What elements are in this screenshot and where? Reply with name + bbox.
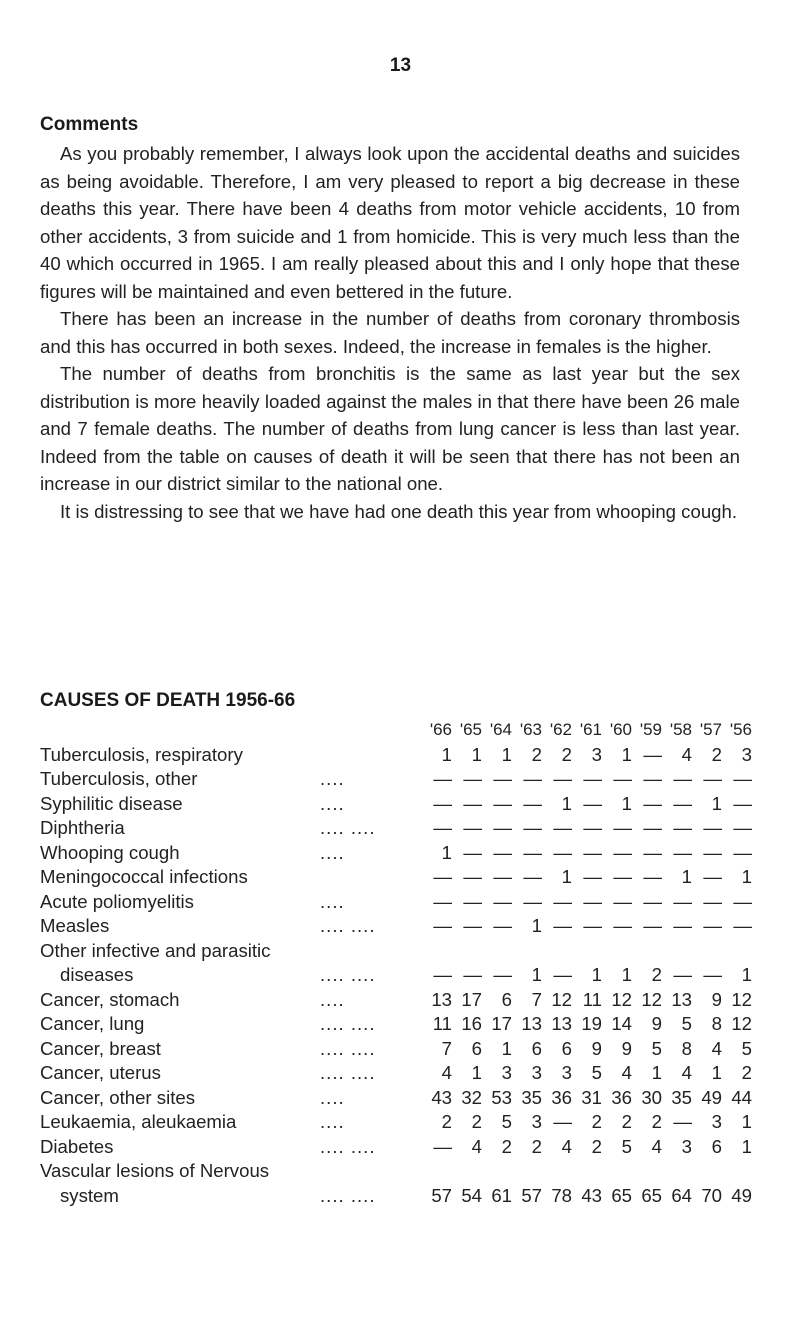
value-cell: 14 [611, 1013, 632, 1034]
value-cell: 2 [591, 1135, 602, 1157]
value-cell: 4 [471, 1135, 482, 1157]
value-cell: — [493, 792, 512, 814]
value-cell: 5 [501, 1111, 512, 1132]
value-cell: — [733, 841, 752, 863]
value-cell: — [553, 915, 572, 936]
value-cell [662, 939, 692, 964]
value-cell: — [583, 817, 602, 838]
value-cell: — [463, 890, 482, 912]
value-cell: 17 [461, 988, 482, 1010]
table-row [40, 767, 752, 792]
value-cell [632, 939, 662, 964]
value-cell: 30 [641, 1086, 662, 1108]
value-cell: — [493, 890, 512, 912]
table-row [40, 792, 752, 817]
value-cell: — [523, 817, 542, 838]
value-cell: — [583, 915, 602, 936]
cause-label: Meningococcal infections [40, 866, 248, 887]
value-cell: 1 [621, 792, 632, 814]
cause-label: Whooping cough [40, 841, 180, 863]
table-row [40, 1135, 752, 1160]
value-cell: 35 [671, 1086, 692, 1108]
value-cell: — [523, 866, 542, 887]
value-cell [512, 1159, 542, 1184]
value-cell: 35 [521, 1086, 542, 1108]
value-cell [662, 1159, 692, 1184]
value-cell: 12 [551, 988, 572, 1010]
year-header: '60 [609, 720, 632, 739]
value-cell: — [523, 841, 542, 863]
value-cell: — [643, 768, 662, 789]
value-cell: — [553, 817, 572, 838]
cause-label: Measles [40, 915, 110, 936]
value-cell: 9 [651, 1013, 662, 1034]
table-row [40, 841, 752, 866]
table-row [40, 1037, 752, 1062]
value-cell: 1 [621, 743, 632, 765]
value-cell: 3 [741, 743, 752, 765]
value-cell: — [733, 915, 752, 936]
value-cell [632, 1159, 662, 1184]
value-cell: 49 [701, 1086, 722, 1108]
value-cell: — [673, 817, 692, 838]
value-cell: 1 [741, 866, 752, 887]
value-cell: 78 [551, 1184, 572, 1206]
value-cell: 13 [431, 988, 452, 1010]
value-cell: 13 [551, 1013, 572, 1034]
value-cell: 3 [561, 1062, 572, 1083]
header-dots-spacer [320, 718, 422, 743]
comments-heading: Comments [40, 114, 139, 135]
value-cell: 16 [461, 1013, 482, 1034]
value-cell: 43 [431, 1086, 452, 1108]
value-cell: — [613, 817, 632, 838]
value-cell: 2 [591, 1111, 602, 1132]
value-cell: 3 [681, 1135, 692, 1157]
value-cell: 13 [671, 988, 692, 1010]
cause-label: Diphtheria [40, 817, 125, 838]
value-cell: — [703, 890, 722, 912]
value-cell: 4 [711, 1037, 722, 1059]
causes-of-death-table [40, 718, 752, 1208]
value-cell: — [433, 915, 452, 936]
comments-paragraph-1: As you probably remember, I always look upon the accidental deaths and suicides as being avoidable. Therefore, I am very pleased to report a big decrease in these deaths this year. There have been 4 deaths from motor vehicle accidents, 10 from other accidents, 3 from suicide and 1 from homicide. This is very much less than the 40 which occurred in 1965. I am really pleased about this and I only hope that these figures will be maintained and even bettered in the future. [40, 143, 740, 302]
comments-paragraph-3: The number of deaths from bronchitis is the same as last year but the sex distribution is more heavily loaded against the males in that there have been 26 male and 7 female deaths. The number of deaths from lung cancer is less than last year. Indeed from the table on causes of death it will be seen that there has not been an increase in our district similar to the national one. [40, 363, 740, 494]
value-cell [542, 1159, 572, 1184]
value-cell: — [523, 890, 542, 912]
value-cell: 44 [731, 1086, 752, 1108]
table-row [40, 1061, 752, 1086]
value-cell: — [673, 964, 692, 985]
value-cell: — [703, 915, 722, 936]
value-cell: 3 [531, 1062, 542, 1083]
value-cell: 12 [731, 988, 752, 1010]
table-row [40, 865, 752, 890]
value-cell: 1 [711, 792, 722, 814]
dot-leader: .... .... [320, 1135, 376, 1157]
value-cell: 8 [711, 1013, 722, 1034]
table-row [40, 890, 752, 915]
value-cell [512, 939, 542, 964]
year-header: '62 [549, 720, 572, 739]
value-cell: 1 [711, 1062, 722, 1083]
table-row [40, 1086, 752, 1111]
value-cell: — [433, 1135, 452, 1157]
value-cell [422, 1159, 452, 1184]
value-cell: — [613, 915, 632, 936]
value-cell: 1 [741, 1111, 752, 1132]
value-cell: 1 [471, 1062, 482, 1083]
year-header: '65 [459, 720, 482, 739]
value-cell: 1 [741, 1135, 752, 1157]
value-cell: 65 [611, 1184, 632, 1206]
dot-leader: .... [320, 768, 345, 789]
table-row [40, 988, 752, 1013]
value-cell: 12 [731, 1013, 752, 1034]
table-row [40, 939, 752, 964]
value-cell: 8 [681, 1037, 692, 1059]
value-cell [602, 939, 632, 964]
value-cell [422, 939, 452, 964]
value-cell: 9 [621, 1037, 632, 1059]
value-cell: 32 [461, 1086, 482, 1108]
value-cell: — [703, 768, 722, 789]
value-cell [602, 1159, 632, 1184]
value-cell: 6 [531, 1037, 542, 1059]
dot-leader [320, 865, 422, 890]
value-cell: — [493, 964, 512, 985]
value-cell: 2 [651, 964, 662, 985]
value-cell: — [613, 890, 632, 912]
table-row [40, 816, 752, 841]
value-cell: — [553, 1111, 572, 1132]
value-cell: — [643, 866, 662, 887]
dot-leader: .... .... [320, 1062, 376, 1083]
dot-leader: .... [320, 988, 345, 1010]
comments-paragraph-4: It is distressing to see that we have had one death this year from whooping cough. [60, 500, 738, 522]
value-cell: 1 [591, 964, 602, 985]
value-cell: 2 [651, 1111, 662, 1132]
value-cell: — [433, 866, 452, 887]
value-cell: 1 [561, 792, 572, 814]
value-cell: — [643, 915, 662, 936]
value-cell: 17 [491, 1013, 512, 1034]
value-cell: — [583, 792, 602, 814]
value-cell: — [673, 890, 692, 912]
value-cell: 2 [741, 1062, 752, 1083]
cause-label: Tuberculosis, respiratory [40, 743, 243, 765]
page-number: 13 [389, 55, 412, 76]
year-header: '64 [489, 720, 512, 739]
value-cell: — [583, 866, 602, 887]
value-cell: 12 [611, 988, 632, 1010]
value-cell: — [733, 792, 752, 814]
table-row [40, 963, 752, 988]
dot-leader: .... .... [320, 1184, 376, 1206]
table-row [40, 1184, 752, 1209]
value-cell: 5 [651, 1037, 662, 1059]
table-title: CAUSES OF DEATH 1956-66 [40, 690, 296, 711]
value-cell: 4 [561, 1135, 572, 1157]
table-row [40, 914, 752, 939]
value-cell: — [553, 768, 572, 789]
value-cell: 6 [711, 1135, 722, 1157]
value-cell: — [463, 817, 482, 838]
value-cell [452, 1159, 482, 1184]
value-cell: 1 [441, 841, 452, 863]
value-cell: — [643, 817, 662, 838]
value-cell: 1 [501, 743, 512, 765]
value-cell: 36 [551, 1086, 572, 1108]
dot-leader: .... [320, 1086, 345, 1108]
value-cell: — [613, 841, 632, 863]
value-cell: 61 [491, 1184, 512, 1206]
comments-paragraph-2: There has been an increase in the number of deaths from coronary thrombosis and this has occurred in both sexes. Indeed, the increase in females is the higher. [40, 308, 740, 357]
table-row [40, 1110, 752, 1135]
value-cell: 2 [471, 1111, 482, 1132]
year-header: '58 [669, 720, 692, 739]
cause-label: Syphilitic disease [40, 792, 183, 814]
value-cell: 3 [591, 743, 602, 765]
value-cell [722, 1159, 752, 1184]
value-cell [722, 939, 752, 964]
value-cell: 19 [581, 1013, 602, 1034]
value-cell: 4 [621, 1062, 632, 1083]
value-cell: 11 [582, 988, 602, 1010]
cause-label: Cancer, stomach [40, 988, 180, 1010]
value-cell: — [733, 890, 752, 912]
cause-label: diseases [60, 964, 134, 985]
year-header: '59 [639, 720, 662, 739]
table-row [40, 743, 752, 768]
value-cell: 1 [471, 743, 482, 765]
value-cell: 57 [431, 1184, 452, 1206]
value-cell: 4 [441, 1062, 452, 1083]
value-cell: 65 [641, 1184, 662, 1206]
value-cell: — [523, 768, 542, 789]
cause-label: Diabetes [40, 1135, 114, 1157]
value-cell: — [643, 792, 662, 814]
header-label-spacer [40, 718, 320, 743]
value-cell: — [493, 915, 512, 936]
value-cell: — [463, 768, 482, 789]
value-cell: 2 [441, 1111, 452, 1132]
year-header: '66 [429, 720, 452, 739]
value-cell: 11 [432, 1013, 452, 1034]
value-cell: — [583, 841, 602, 863]
value-cell [542, 939, 572, 964]
value-cell: — [493, 817, 512, 838]
value-cell: — [553, 964, 572, 985]
value-cell: 3 [531, 1111, 542, 1132]
value-cell: — [703, 841, 722, 863]
value-cell: 3 [501, 1062, 512, 1083]
value-cell: 1 [621, 964, 632, 985]
value-cell: 7 [441, 1037, 452, 1059]
value-cell: — [673, 768, 692, 789]
value-cell: — [433, 890, 452, 912]
value-cell: 36 [611, 1086, 632, 1108]
year-header: '63 [519, 720, 542, 739]
value-cell: 2 [531, 1135, 542, 1157]
value-cell: — [673, 915, 692, 936]
value-cell: 6 [471, 1037, 482, 1059]
value-cell: 70 [701, 1184, 722, 1206]
dot-leader: .... [320, 890, 345, 912]
value-cell: 2 [621, 1111, 632, 1132]
dot-leader: .... [320, 792, 345, 814]
value-cell: 9 [711, 988, 722, 1010]
value-cell [482, 939, 512, 964]
value-cell [482, 1159, 512, 1184]
dot-leader: .... [320, 1111, 345, 1132]
value-cell: — [673, 1111, 692, 1132]
value-cell: — [703, 964, 722, 985]
value-cell: 6 [561, 1037, 572, 1059]
value-cell: — [523, 792, 542, 814]
value-cell: 1 [741, 964, 752, 985]
value-cell: 6 [501, 988, 512, 1010]
value-cell: 4 [681, 1062, 692, 1083]
value-cell: 1 [501, 1037, 512, 1059]
value-cell: — [493, 866, 512, 887]
comments-body [40, 140, 740, 525]
value-cell: 4 [681, 743, 692, 765]
value-cell: 64 [671, 1184, 692, 1206]
value-cell: 5 [681, 1013, 692, 1034]
value-cell: — [433, 964, 452, 985]
dot-leader [320, 743, 422, 768]
cause-label: system [60, 1184, 119, 1206]
value-cell: 2 [711, 743, 722, 765]
value-cell: — [733, 817, 752, 838]
value-cell: — [733, 768, 752, 789]
cause-label: Tuberculosis, other [40, 768, 198, 789]
dot-leader: .... .... [320, 1013, 376, 1034]
value-cell: 1 [561, 866, 572, 887]
table-row [40, 1159, 752, 1184]
value-cell: 49 [731, 1184, 752, 1206]
value-cell: 5 [591, 1062, 602, 1083]
value-cell: — [643, 890, 662, 912]
cause-label: Cancer, other sites [40, 1086, 196, 1108]
cause-label: Leukaemia, aleukaemia [40, 1111, 237, 1132]
value-cell: — [703, 866, 722, 887]
value-cell: — [673, 792, 692, 814]
value-cell: 54 [461, 1184, 482, 1206]
value-cell: 1 [651, 1062, 662, 1083]
value-cell: — [613, 866, 632, 887]
value-cell: 5 [621, 1135, 632, 1157]
value-cell: 13 [521, 1013, 542, 1034]
value-cell: — [493, 841, 512, 863]
value-cell: — [463, 915, 482, 936]
cause-label: Vascular lesions of Nervous [40, 1160, 270, 1181]
value-cell: — [463, 964, 482, 985]
dot-leader: .... [320, 841, 345, 863]
value-cell: 1 [531, 915, 542, 936]
value-cell: 1 [531, 964, 542, 985]
value-cell: — [583, 768, 602, 789]
value-cell: 2 [501, 1135, 512, 1157]
year-header: '57 [699, 720, 722, 739]
value-cell: 2 [531, 743, 542, 765]
table-row [40, 1012, 752, 1037]
cause-label: Cancer, uterus [40, 1062, 161, 1083]
value-cell: 7 [531, 988, 542, 1010]
dot-leader: .... .... [320, 1037, 376, 1059]
value-cell: 4 [651, 1135, 662, 1157]
value-cell: — [643, 841, 662, 863]
value-cell: — [703, 817, 722, 838]
value-cell: — [463, 792, 482, 814]
value-cell: — [493, 768, 512, 789]
cause-label: Acute poliomyelitis [40, 890, 194, 912]
value-cell: 12 [641, 988, 662, 1010]
value-cell: 1 [441, 743, 452, 765]
year-header-row [40, 718, 752, 743]
value-cell: 57 [521, 1184, 542, 1206]
value-cell: 43 [581, 1184, 602, 1206]
value-cell: — [433, 792, 452, 814]
dot-leader: .... .... [320, 964, 376, 985]
value-cell: — [463, 841, 482, 863]
value-cell [572, 939, 602, 964]
value-cell: 2 [561, 743, 572, 765]
value-cell: — [463, 866, 482, 887]
value-cell: 53 [491, 1086, 512, 1108]
cause-label: Cancer, breast [40, 1037, 161, 1059]
value-cell: — [553, 841, 572, 863]
year-header: '56 [729, 720, 752, 739]
value-cell [692, 1159, 722, 1184]
cause-label: Cancer, lung [40, 1013, 145, 1034]
value-cell: — [643, 743, 662, 765]
dot-leader: .... .... [320, 915, 376, 936]
value-cell: 1 [681, 866, 692, 887]
value-cell [692, 939, 722, 964]
value-cell: — [433, 768, 452, 789]
dot-leader: .... .... [320, 817, 376, 838]
value-cell [572, 1159, 602, 1184]
value-cell: — [613, 768, 632, 789]
value-cell: — [673, 841, 692, 863]
value-cell: — [433, 817, 452, 838]
value-cell: 31 [581, 1086, 602, 1108]
value-cell: 3 [711, 1111, 722, 1132]
value-cell: — [583, 890, 602, 912]
value-cell: — [553, 890, 572, 912]
year-header: '61 [579, 720, 602, 739]
value-cell [452, 939, 482, 964]
value-cell: 5 [741, 1037, 752, 1059]
cause-label: Other infective and parasitic [40, 939, 271, 961]
value-cell: 9 [591, 1037, 602, 1059]
